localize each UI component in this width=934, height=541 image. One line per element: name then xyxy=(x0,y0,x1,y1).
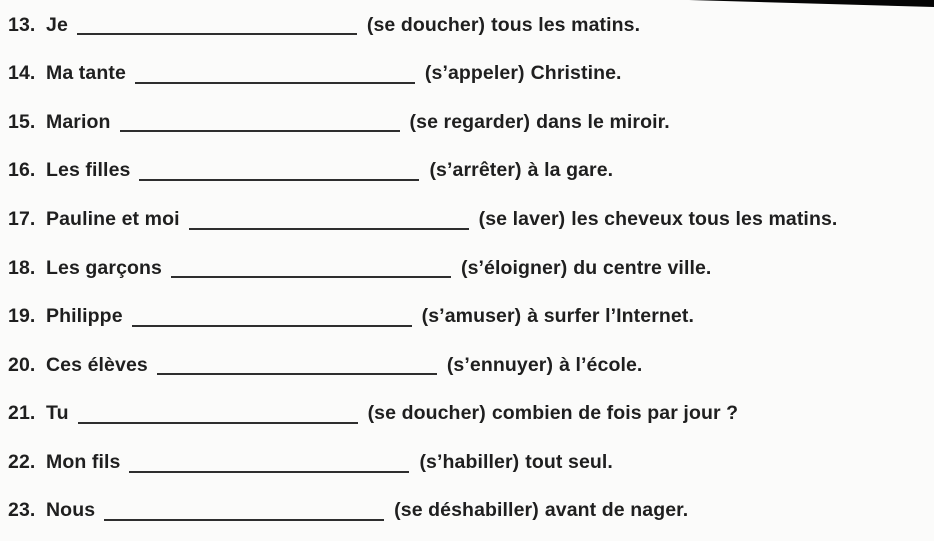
answer-blank xyxy=(171,276,451,278)
item-number: 23. xyxy=(8,499,36,522)
item-tail: à l’école. xyxy=(559,353,643,376)
item-number: 21. xyxy=(8,402,36,425)
item-number: 18. xyxy=(8,256,36,279)
item-tail: tous les matins. xyxy=(491,13,641,36)
answer-blank xyxy=(77,33,357,35)
exercise-item xyxy=(0,195,934,244)
exercise-item xyxy=(0,244,934,293)
verb-hint: (se laver) xyxy=(478,207,566,230)
item-tail: les cheveux tous les matins. xyxy=(571,207,838,230)
verb-hint: (s’amuser) xyxy=(421,305,522,328)
item-tail: Christine. xyxy=(530,62,622,85)
item-number: 16. xyxy=(8,159,36,182)
answer-blank xyxy=(132,325,412,327)
item-number: 22. xyxy=(8,450,36,473)
item-tail: du centre ville. xyxy=(573,256,712,279)
answer-blank xyxy=(139,179,419,181)
exercise-item xyxy=(0,390,934,439)
item-tail: à la gare. xyxy=(527,159,614,182)
verb-hint: (s’éloigner) xyxy=(460,256,568,279)
exercise-item xyxy=(0,487,934,536)
exercise-item xyxy=(0,341,934,390)
exercise-item xyxy=(0,98,934,147)
item-number: 20. xyxy=(8,353,36,376)
item-number: 17. xyxy=(8,207,36,230)
answer-blank xyxy=(104,519,384,521)
verb-hint: (se déshabiller) xyxy=(394,499,539,522)
item-subject: Tu xyxy=(46,402,69,425)
verb-hint: (s’appeler) xyxy=(424,62,525,85)
answer-blank xyxy=(189,228,469,230)
item-subject: Je xyxy=(46,13,68,36)
item-number: 14. xyxy=(8,62,36,85)
item-subject: Ma tante xyxy=(46,62,126,85)
exercise-item xyxy=(0,147,934,196)
answer-blank xyxy=(120,130,400,132)
item-number: 15. xyxy=(8,110,36,133)
item-subject: Nous xyxy=(46,499,96,522)
verb-hint: (se doucher) xyxy=(367,402,486,425)
item-tail: à surfer l’Internet. xyxy=(527,305,694,328)
item-tail: avant de nager. xyxy=(544,499,689,522)
exercise-item xyxy=(0,438,934,487)
answer-blank xyxy=(157,373,437,375)
item-subject: Philippe xyxy=(46,305,123,328)
answer-blank xyxy=(129,471,409,473)
item-number: 13. xyxy=(8,13,36,36)
item-subject: Les filles xyxy=(46,159,131,182)
item-subject: Les garçons xyxy=(46,256,162,279)
exercise-item xyxy=(0,293,934,342)
exercise-item xyxy=(0,50,934,99)
exercise-item xyxy=(0,1,934,50)
verb-hint: (s’arrêter) xyxy=(429,159,522,182)
verb-hint: (se doucher) xyxy=(366,13,486,36)
verb-hint: (s’habiller) xyxy=(419,450,520,473)
item-subject: Pauline et moi xyxy=(46,207,180,230)
item-number: 19. xyxy=(8,305,36,328)
answer-blank xyxy=(78,422,358,424)
item-subject: Ces élèves xyxy=(46,353,148,376)
item-tail: combien de fois par jour ? xyxy=(491,402,739,425)
item-tail: dans le miroir. xyxy=(536,110,670,133)
item-tail: tout seul. xyxy=(525,450,613,473)
verb-hint: (se regarder) xyxy=(409,110,531,133)
verb-hint: (s’ennuyer) xyxy=(446,353,554,376)
item-subject: Mon fils xyxy=(46,450,121,473)
answer-blank xyxy=(135,82,415,84)
item-subject: Marion xyxy=(46,110,111,133)
